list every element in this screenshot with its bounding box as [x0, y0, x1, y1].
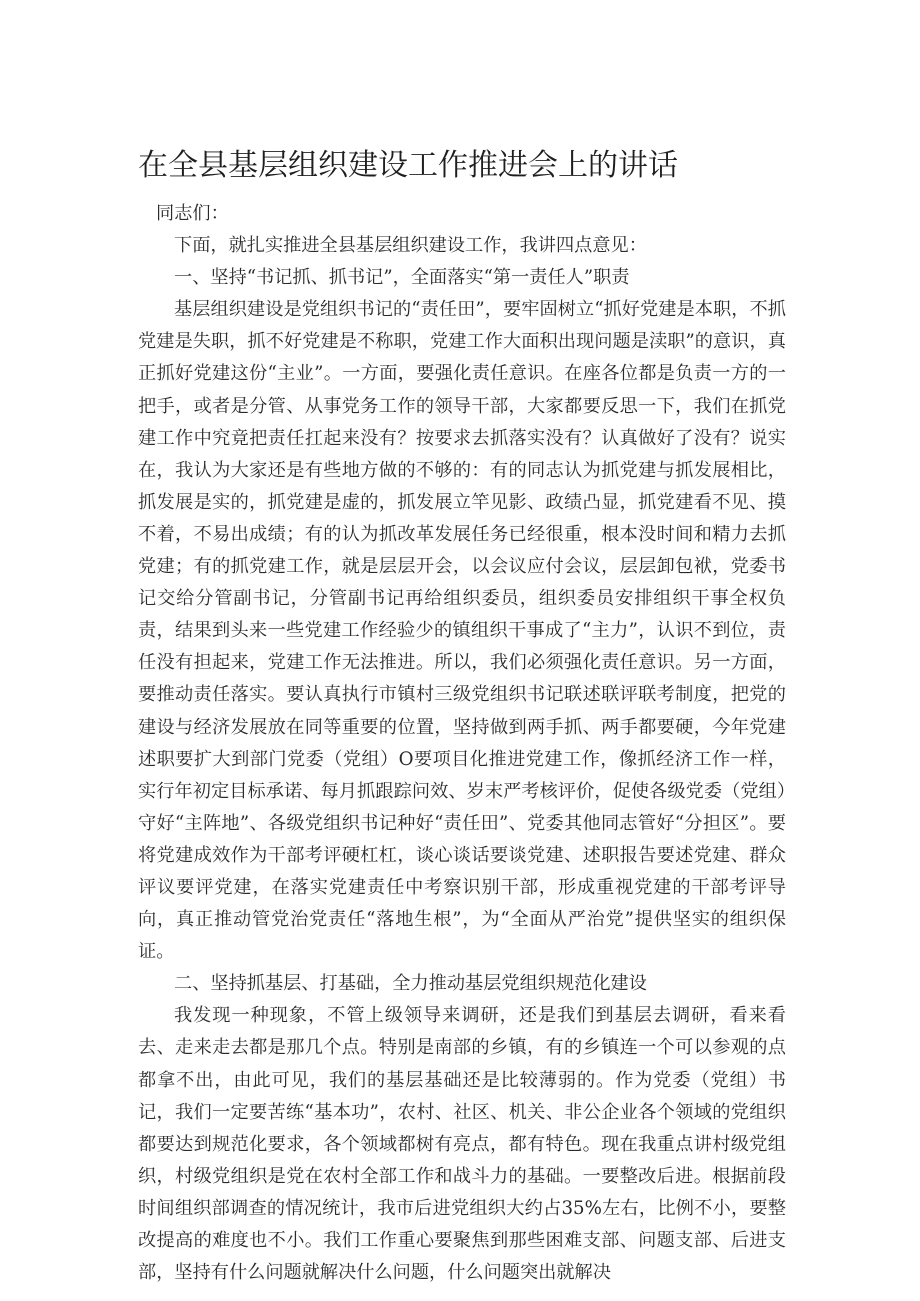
intro-paragraph: 下面，就扎实推进全县基层组织建设工作，我讲四点意见： — [174, 235, 647, 257]
greeting: 同志们： — [156, 203, 229, 224]
section-2-paragraph: 我发现一种现象，不管上级领导来调研，还是我们到基层去调研，看来看去、走来走去都是那几个点。特别是南部的乡镇，有的乡镇连一个可以参观的点都拿不出，由此可见，我们的基层基础还是比较薄弱的。作为党委（党组）书记，我们一定要苦练“基本功”，农村、社区、机关、非公企业各个领域的党组织都要达到规范化要求，各个领域都树有亮点，都有特色。现在我重点讲村级党组织，村级党组织是党在农村全部工作和战斗力的基础。一要整改后进。根据前段时间组织部调查的情况统计，我市后进党组织大约占35%左右，比例不小，要整改提高的难度也不小。我们工作重心要聚焦到那些困难支部、问题支部、后进支部，坚持有什么问题就解决什么问题，什么问题突出就解决 — [138, 1005, 786, 1284]
document-title: 在全县基层组织建设工作推进会上的讲话 — [138, 148, 678, 183]
section-2-heading: 二、坚持抓基层、打基础，全力推动基层党组织规范化建设 — [174, 973, 647, 995]
section-1-paragraph: 基层组织建设是党组织书记的“责任田”，要牢固树立“抓好党建是本职，不抓党建是失职，抓不好党建是不称职，党建工作大面积出现问题是渎职”的意识，真正抓好党建这份“主业”。一方面，要强化责任意识。在座各位都是负责一方的一把手，或者是分管、从事党务工作的领导干部，大家都要反思一下，我们在抓党建工作中究竟把责任扛起来没有？按要求去抓落实没有？认真做好了没有？说实在，我认为大家还是有些地方做的不够的：有的同志认为抓党建与抓发展相比，抓发展是实的，抓党建是虚的，抓发展立竿见影、政绩凸显，抓党建看不见、摸不着，不易出成绩；有的认为抓改革发展任务已经很重，根本没时间和精力去抓党建；有的抓党建工作，就是层层开会，以会议应付会议，层层卸包袱，党委书记交给分管副书记，分管副书记再给组织委员，组织委员安排组织干事全权负责，结果到头来一些党建工作经验少的镇组织干事成了“主力”，认识不到位，责任没有担起来，党建工作无法推进。所以，我们必须强化责任意识。另一方面，要推动责任落实。要认真执行市镇村三级党组织书记联述联评联考制度，把党的建设与经济发展放在同等重要的位置，坚持做到两手抓、两手都要硬，今年党建述职要扩大到部门党委（党组）O要项目化推进党建工作，像抓经济工作一样，实行年初定目标承诺、每月抓跟踪问效、岁末严考核评价，促使各级党委（党组）守好“主阵地”、各级党组织书记种好“责任田”、党委其他同志管好“分担区”。要将党建成效作为干部考评硬杠杠，谈心谈话要谈党建、述职报告要述党建、群众评议要评党建，在落实党建责任中考察识别干部，形成重视党建的干部考评导向，真正推动管党治党责任“落地生根”，为“全面从严治党”提供坚实的组织保证。 — [138, 299, 786, 963]
section-1-heading: 一、坚持“书记抓、抓书记”，全面落实“第一责任人”职责 — [174, 267, 630, 289]
document-body — [138, 198, 786, 1289]
